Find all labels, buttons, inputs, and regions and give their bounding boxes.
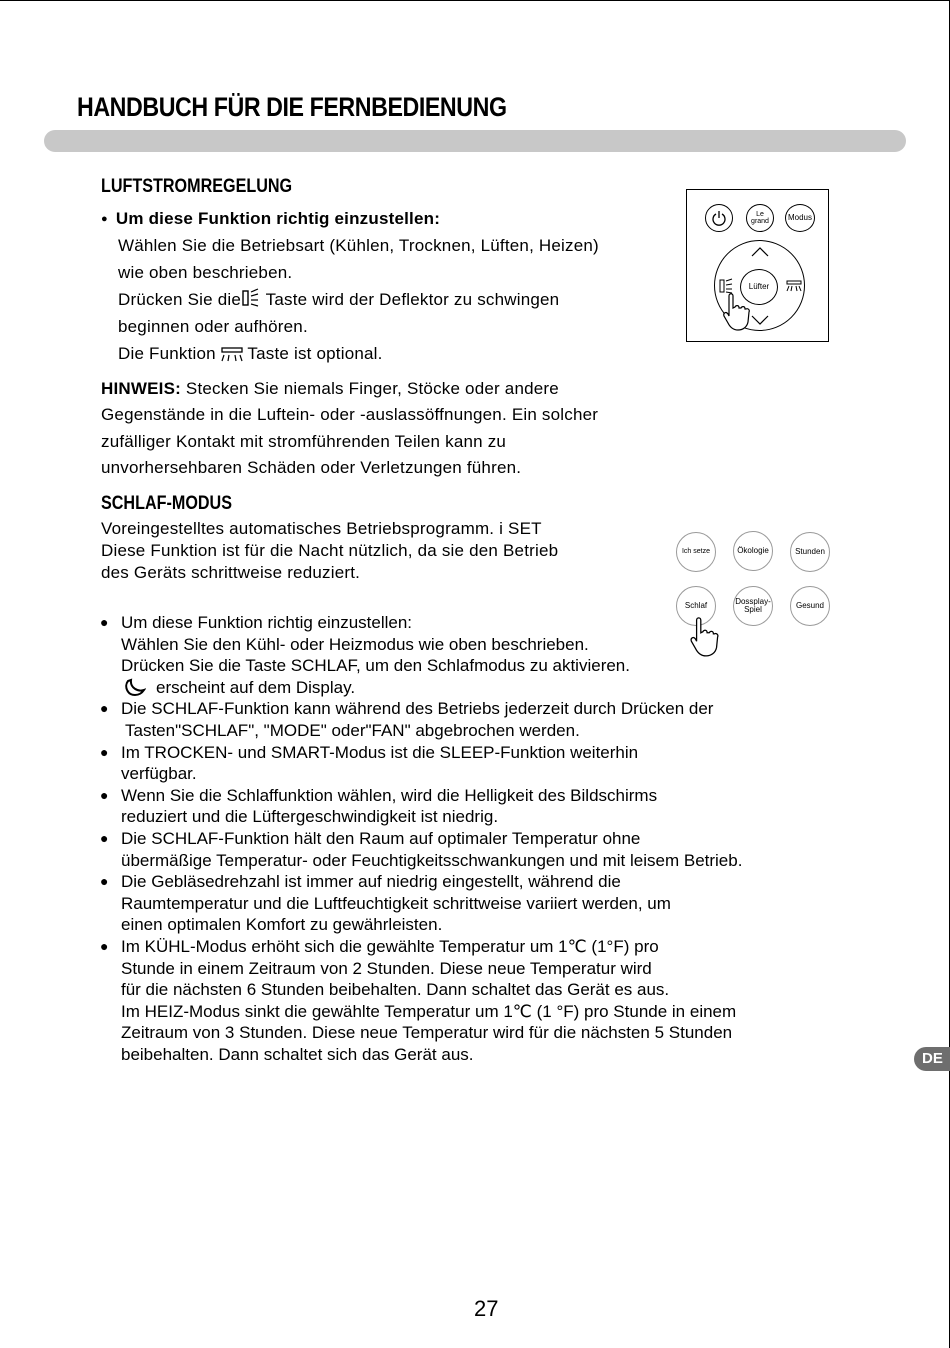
schlaf-button[interactable]: Schlaf — [676, 586, 716, 626]
airflow-line-2: wie oben beschrieben. — [118, 263, 293, 282]
notice-line-3: zufälliger Kontakt mit stromführenden Teilen kann zu — [101, 431, 507, 451]
pointing-hand-icon — [723, 292, 751, 332]
swing-vertical-icon — [241, 288, 261, 308]
airflow-line-3-post: Taste wird der Deflektor zu schwingen — [265, 290, 560, 309]
sleep-heading: SCHLAF-MODUS — [101, 493, 232, 514]
sleep-line-11: übermäßige Temperatur- oder Feuchtigkeitsschwankungen und mit leisem Betrieb. — [121, 850, 743, 870]
bullet-dot: ● — [100, 873, 109, 890]
bullet-dot: ● — [100, 786, 109, 803]
sleep-line-18: Im HEIZ-Modus sinkt die gewählte Temperatur um 1℃ (1 °F) pro Stunde in einem — [121, 1001, 737, 1021]
chevron-down-icon — [751, 315, 769, 325]
airflow-line-3-pre: Drücken Sie die — [118, 290, 242, 309]
remote-illustration-airflow — [686, 189, 829, 342]
sleep-line-2: Drücken Sie die Taste SCHLAF, um den Schlafmodus zu aktivieren. — [121, 656, 630, 676]
bullet-dot: ● — [100, 938, 109, 954]
airflow-line-5-post: Taste ist optional. — [247, 344, 383, 363]
bullet-dot: ● — [101, 213, 108, 225]
title-divider-bar — [44, 130, 906, 152]
sleep-line-16: Stunde in einem Zeitraum von 2 Stunden. Diese neue Temperatur wird — [121, 958, 652, 978]
sleep-bullet-0: Um diese Funktion richtig einzustellen: — [121, 613, 413, 632]
page-border-top — [0, 0, 950, 1]
sleep-line-17: für die nächsten 6 Stunden beibehalten. Dann schaltet das Gerät es aus. — [121, 980, 670, 1000]
page-number: 27 — [474, 1296, 499, 1321]
swing-horizontal-icon — [786, 280, 802, 292]
sleep-line-3: erscheint auf dem Display. — [156, 677, 356, 697]
bullet-dot: ● — [100, 614, 109, 630]
luefter-button[interactable]: Lüfter — [740, 269, 778, 305]
moon-icon — [122, 678, 146, 698]
sleep-bullet-6: Im TROCKEN- und SMART-Modus ist die SLEEP-Funktion weiterhin — [121, 742, 639, 762]
sleep-intro-1: Voreingestelltes automatisches Betriebsprogramm. i SET — [101, 519, 542, 538]
sleep-bullet-12: Die Gebläsedrehzahl ist immer auf niedrig eingestellt, während die — [121, 872, 621, 892]
notice-line-1 — [101, 376, 598, 402]
swing-horizontal-icon — [221, 346, 243, 362]
notice-label: HINWEIS: — [101, 379, 181, 398]
sleep-intro — [101, 518, 558, 584]
airflow-line-1: Wählen Sie die Betriebsart (Kühlen, Trocknen, Lüften, Heizen) — [118, 236, 599, 255]
gesund-button[interactable]: Gesund — [790, 586, 830, 626]
language-badge: DE — [914, 1047, 950, 1071]
notice-line-2: Gegenstände in die Luftein- oder -auslassöffnungen. Ein solcher — [101, 405, 599, 425]
ich-setze-button[interactable]: Ich setze — [676, 532, 716, 572]
airflow-line-5-pre: Die Funktion — [118, 344, 216, 363]
modus-button[interactable]: Modus — [785, 204, 815, 232]
bullet-dot: ● — [100, 700, 109, 717]
airflow-line-4: beginnen oder aufhören. — [118, 317, 308, 336]
notice-line-1-text: Stecken Sie niemals Finger, Stöcke oder andere — [185, 379, 559, 398]
sleep-line-20: beibehalten. Dann schaltet sich das Gerät aus. — [121, 1045, 474, 1064]
airflow-heading: LUFTSTROMREGELUNG — [101, 176, 293, 197]
airflow-bullet-title: Um diese Funktion richtig einzustellen: — [115, 209, 441, 228]
chevron-up-icon — [751, 247, 769, 257]
sleep-bullet-4: Die SCHLAF-Funktion kann während des Betriebs jederzeit durch Drücken der — [121, 699, 714, 719]
sleep-line-13: Raumtemperatur und die Luftfeuchtigkeit schrittweise variiert werden, um — [121, 893, 671, 913]
airflow-line-3 — [101, 286, 599, 313]
bullet-dot: ● — [100, 830, 109, 846]
oekologie-button[interactable]: Ökologie — [733, 531, 773, 571]
bullet-dot: ● — [100, 743, 109, 760]
sleep-intro-2: Diese Funktion ist für die Nacht nützlich, da sie den Betrieb — [101, 541, 559, 560]
notice-line-4: unvorhersehbaren Schäden oder Verletzungen führen. — [101, 457, 522, 477]
airflow-bullet-line — [101, 205, 599, 232]
sleep-line-5: Tasten"SCHLAF", "MODE" oder"FAN" abgebrochen werden. — [125, 721, 580, 740]
airflow-instructions — [101, 205, 599, 367]
sleep-line-1: Wählen Sie den Kühl- oder Heizmodus wie oben beschrieben. — [121, 634, 589, 654]
sleep-bullet-10: Die SCHLAF-Funktion hält den Raum auf optimaler Temperatur ohne — [121, 829, 641, 848]
pointing-hand-icon — [690, 616, 720, 658]
sleep-line-19: Zeitraum von 3 Stunden. Diese neue Temperatur wird für die nächsten 5 Stunden — [121, 1023, 733, 1043]
sleep-line-7: verfügbar. — [121, 764, 197, 784]
power-icon — [711, 210, 727, 226]
airflow-line-5 — [101, 340, 599, 367]
dossplay-spiel-button[interactable]: Dossplay- Spiel — [733, 586, 773, 626]
power-button[interactable] — [705, 204, 733, 232]
sleep-bullet-15: Im KÜHL-Modus erhöht sich die gewählte Temperatur um 1℃ (1°F) pro — [121, 937, 659, 956]
sleep-bullet-8: Wenn Sie die Schlaffunktion wählen, wird die Helligkeit des Bildschirms — [121, 785, 658, 805]
sleep-line-9: reduziert und die Lüftergeschwindigkeit ist niedrig. — [121, 807, 499, 827]
stunden-button[interactable]: Stunden — [790, 532, 830, 572]
page-title: HANDBUCH FÜR DIE FERNBEDIENUNG — [77, 92, 507, 122]
le-grand-button[interactable]: Le grand — [746, 204, 774, 232]
notice-paragraph — [101, 376, 598, 481]
sleep-intro-3: des Geräts schrittweise reduziert. — [101, 563, 361, 582]
sleep-line-14: einen optimalen Komfort zu gewährleisten. — [121, 915, 443, 935]
